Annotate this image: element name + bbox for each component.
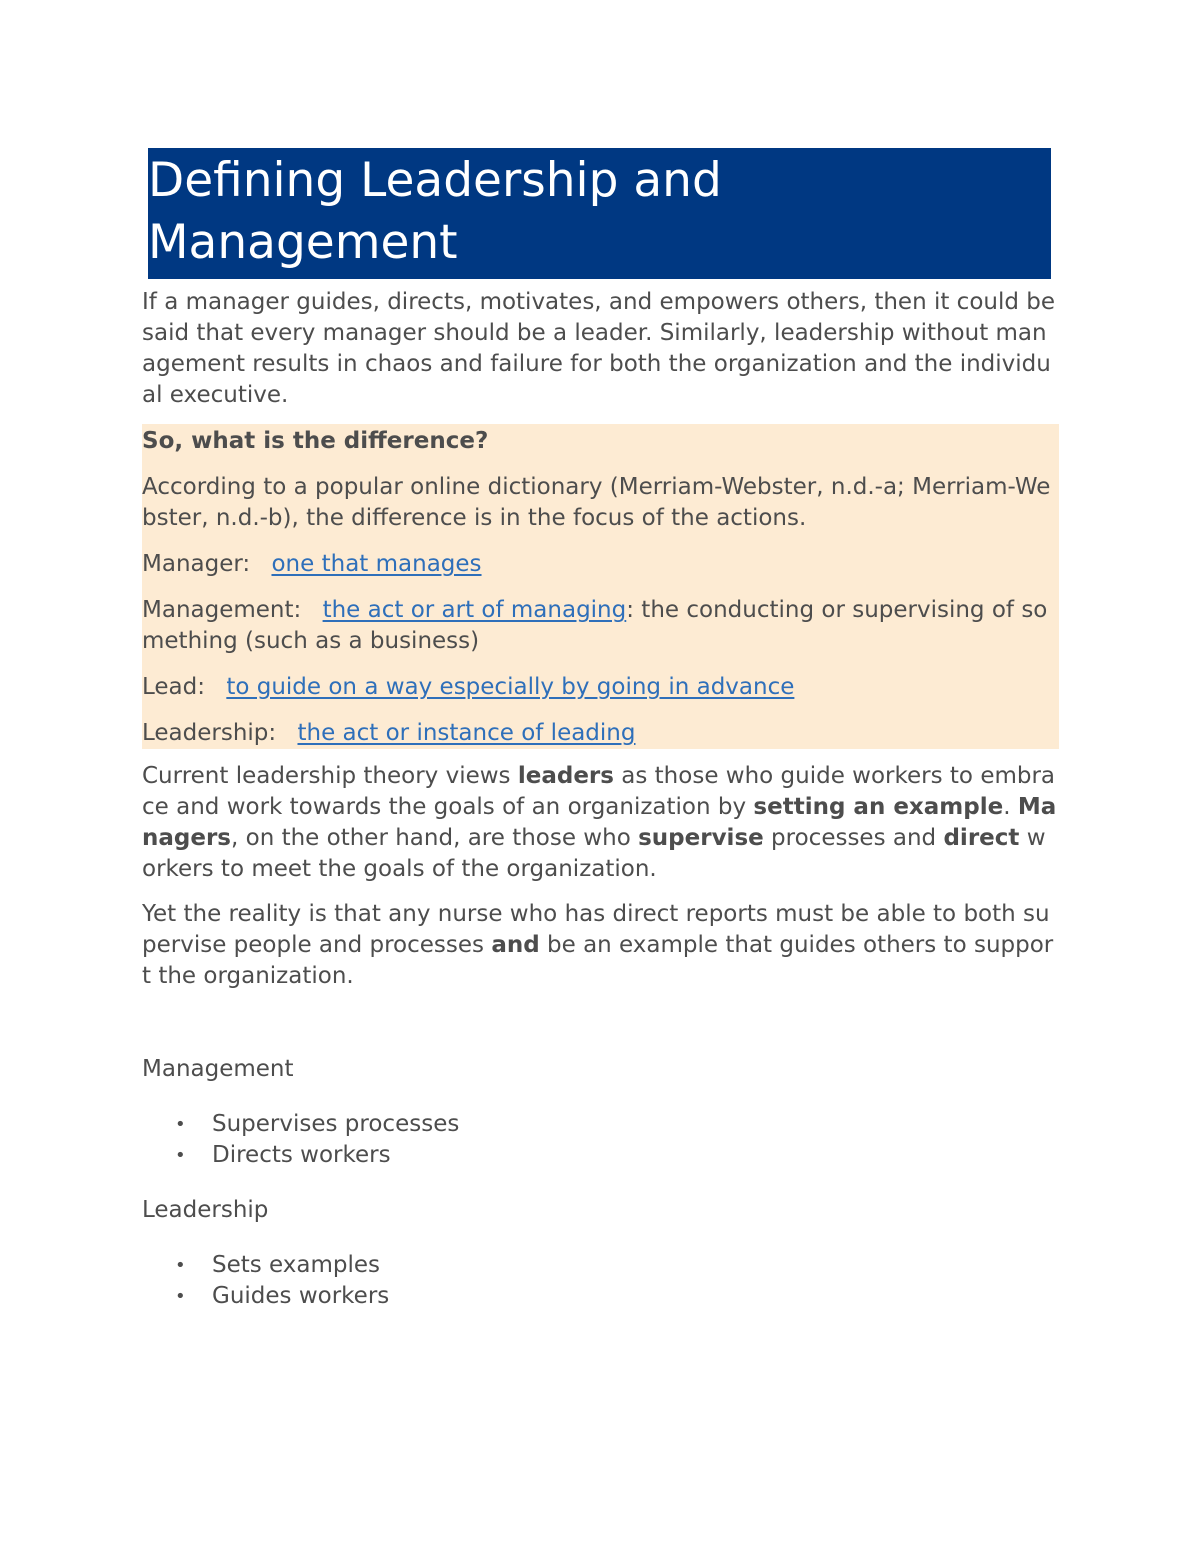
list-item — [142, 1281, 1062, 1312]
text-run: Current leadership theory views — [142, 763, 518, 789]
page-title — [148, 148, 1051, 274]
text-run: Yet the reality is that any nurse who has direct reports must be able to both supervise people and processes — [142, 901, 1050, 958]
text-run: processes and — [763, 825, 944, 851]
definition-term: Manager: — [142, 551, 251, 577]
definition-leadership — [142, 718, 1054, 749]
list-item — [142, 1109, 1062, 1140]
list-item — [142, 1140, 1062, 1171]
text-run: as those who guide workers to embrace and work towards the goals of an organization by — [142, 763, 1056, 820]
bold-run: leaders — [517, 763, 614, 789]
text-run: workers to meet the goals of the organization. — [142, 825, 1046, 882]
definition-link-manager[interactable]: one that manages — [271, 551, 482, 577]
definition-link-lead[interactable]: to guide on a way especially by going in advance — [226, 674, 795, 700]
bold-run: supervise — [638, 825, 764, 851]
definition-lead — [142, 672, 1054, 703]
bullet-icon: • — [175, 1145, 186, 1166]
leadership-list — [142, 1250, 1062, 1312]
definitions-callout — [142, 424, 1059, 749]
definition-link-management[interactable]: the act or art of managing — [322, 597, 627, 623]
bold-run: setting an example — [753, 794, 1004, 820]
management-list-label: Management — [142, 1056, 294, 1082]
definition-suffix: : the conducting or supervising of something (such as a business) — [142, 597, 1048, 654]
bullet-icon: • — [175, 1114, 186, 1135]
reality-paragraph — [142, 899, 1057, 992]
definition-link-leadership[interactable]: the act or instance of leading — [297, 720, 636, 746]
text-run: be an example that guides others to support the organization. — [142, 932, 1054, 989]
list-item-text: Directs workers — [212, 1142, 391, 1168]
callout-lead-in: According to a popular online dictionary (Merriam-Webster, n.d.-a; Merriam-Webster, n.d.-b), the difference is in the focus of the actions. — [142, 474, 1051, 531]
bold-run: and — [491, 932, 540, 958]
title-line-2: Management — [148, 215, 458, 270]
bullet-icon: • — [175, 1255, 186, 1276]
list-item — [142, 1250, 1062, 1281]
definition-term: Management: — [142, 597, 302, 623]
bold-run: direct — [943, 825, 1020, 851]
leadership-list-label: Leadership — [142, 1197, 269, 1223]
document-page — [142, 148, 1062, 1312]
title-banner — [148, 148, 1051, 279]
definition-term: Leadership: — [142, 720, 277, 746]
bold-run: Managers — [142, 794, 1057, 851]
definition-management — [142, 595, 1054, 657]
callout-heading: So, what is the difference? — [142, 428, 489, 454]
management-list — [142, 1109, 1062, 1171]
definition-term: Lead: — [142, 674, 206, 700]
text-run: , on the other hand, are those who — [231, 825, 639, 851]
intro-paragraph: If a manager guides, directs, motivates, and empowers others, then it could be said that every manager should be a leader. Similarly, leadership without management results in chaos and failure for both the organization and the individual executive. — [142, 289, 1056, 408]
bullet-icon: • — [175, 1286, 186, 1307]
list-item-text: Supervises processes — [212, 1111, 460, 1137]
definition-manager — [142, 549, 1054, 580]
text-run: . — [1003, 794, 1018, 820]
theory-paragraph — [142, 761, 1057, 885]
list-item-text: Sets examples — [212, 1252, 381, 1278]
list-item-text: Guides workers — [212, 1283, 390, 1309]
title-line-1: Defining Leadership and — [148, 153, 722, 208]
